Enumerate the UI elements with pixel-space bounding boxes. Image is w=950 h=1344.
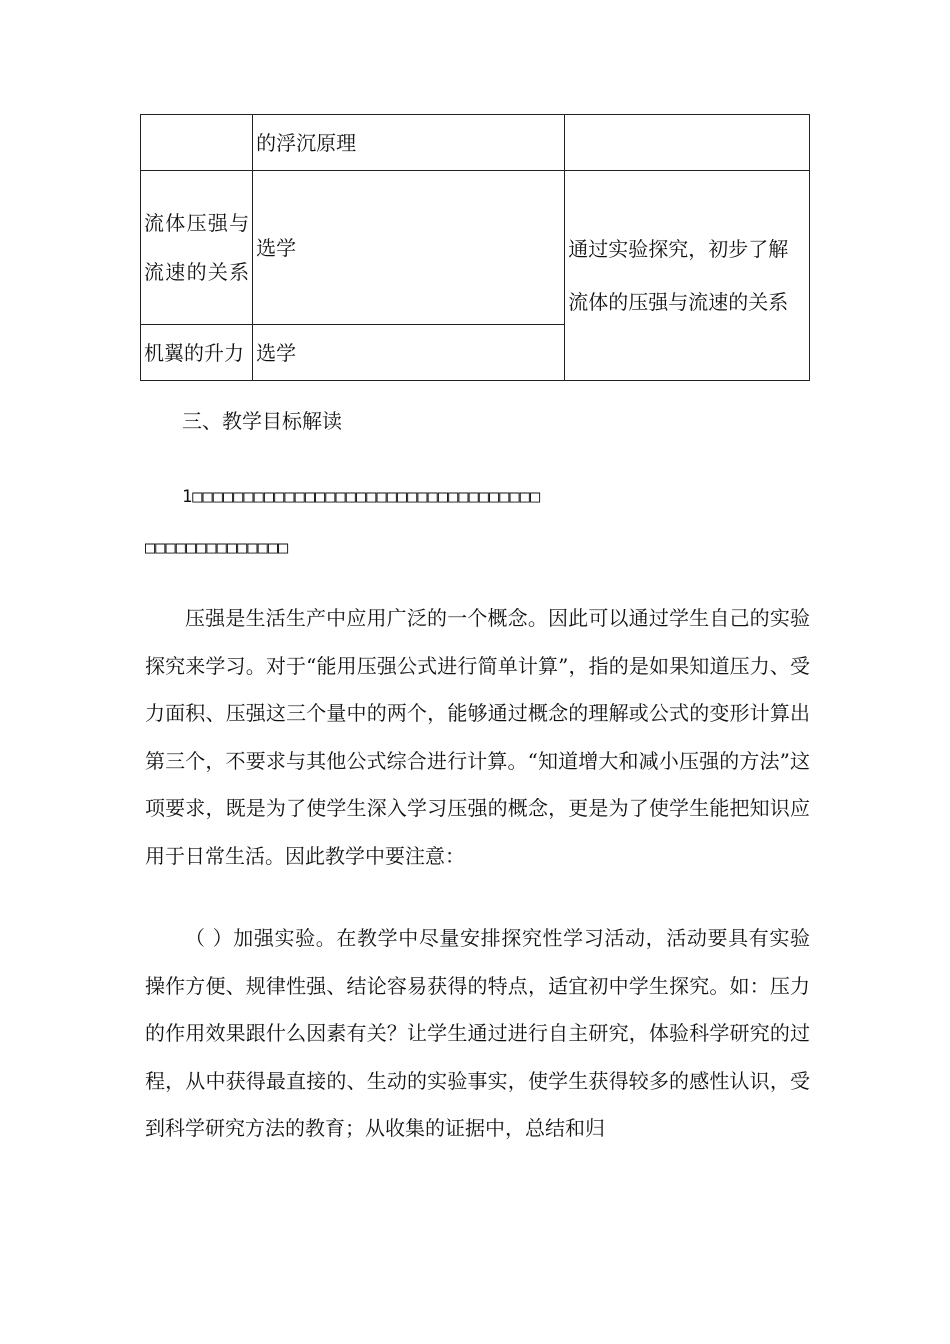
table-cell: 流体压强与流速的关系 xyxy=(141,171,253,325)
garbled-text-line: □□□□□□□□□□□□□□ xyxy=(145,538,289,558)
topics-table xyxy=(140,114,810,381)
table-cell xyxy=(141,115,253,171)
table-cell: 机翼的升力 xyxy=(141,325,253,381)
table-row xyxy=(141,171,810,325)
table-cell: 通过实验探究，初步了解流体的压强与流速的关系 xyxy=(565,171,810,381)
body-paragraph: （ ）加强实验。在教学中尽量安排探究性学习活动，活动要具有实验操作方便、规律性强、结论容易获得的特点，适宜初中学生探究。如：压力的作用效果跟什么因素有关？让学生通过进行自主研究，体验科学研究的过程，从中获得最直接的、生动的实验事实，使学生获得较多的感性认识，受到科学研究方法的教育；从收集的证据中，总结和归 xyxy=(145,926,810,1141)
table-cell xyxy=(565,115,810,171)
section-heading: 三、教学目标解读 xyxy=(182,409,342,433)
table-row xyxy=(141,115,810,171)
table-cell: 选学 xyxy=(253,171,565,325)
table-cell: 选学 xyxy=(253,325,565,381)
garbled-text-line: 1□□□□□□□□□□□□□□□□□□□□□□□□□□□□□□□□□□ xyxy=(182,487,541,507)
body-paragraph: 压强是生活生产中应用广泛的一个概念。因此可以通过学生自己的实验探究来学习。对于“能用压强公式进行简单计算”，指的是如果知道压力、受力面积、压强这三个量中的两个，能够通过概念的理解或公式的变形计算出第三个，不要求与其他公式综合进行计算。“知道增大和减小压强的方法”这项要求，既是为了使学生深入学习压强的概念，更是为了使学生能把知识应用于日常生活。因此教学中要注意： xyxy=(145,606,810,868)
table-cell: 的浮沉原理 xyxy=(253,115,565,171)
